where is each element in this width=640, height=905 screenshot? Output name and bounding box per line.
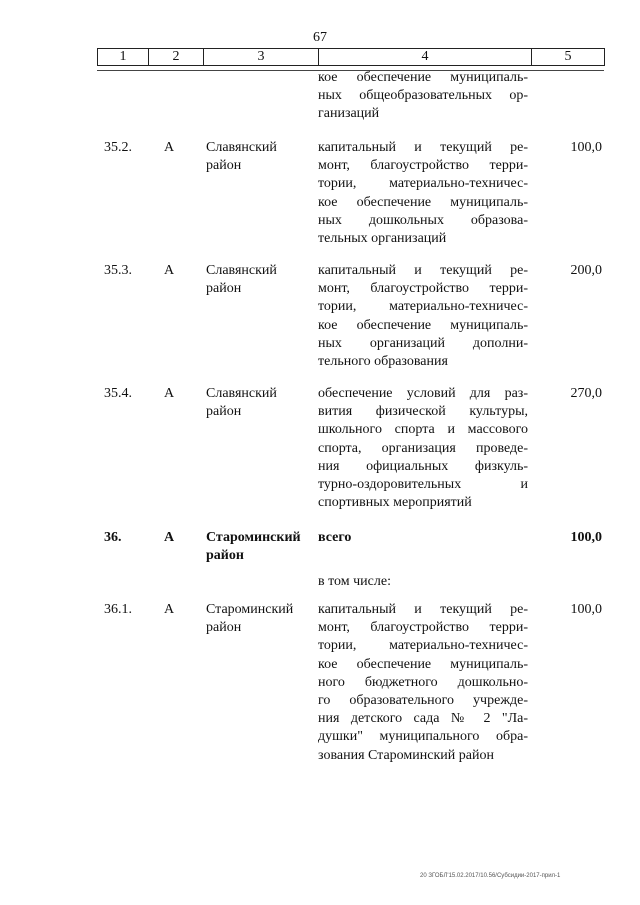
row-description — [318, 262, 528, 371]
desc-line: монт, благоустройство терри- — [318, 620, 528, 636]
desc-line: тории, материально-техничес- — [318, 176, 528, 192]
row-description — [318, 385, 528, 512]
row-type: А — [164, 602, 175, 617]
including-label: в том числе: — [318, 574, 391, 589]
desc-line: ного бюджетного дошкольно- — [318, 674, 528, 690]
row-value: 100,0 — [570, 602, 602, 617]
desc-line: зования Староминский район — [318, 747, 494, 763]
row-type: А — [164, 140, 175, 155]
desc-line: обеспечение условий для раз- — [318, 386, 528, 401]
header-col-4: 4 — [319, 49, 532, 65]
desc-line: ных общеобразовательных ор- — [318, 88, 528, 104]
header-col-2: 2 — [149, 49, 204, 65]
desc-line: кое обеспечение муниципаль- — [318, 194, 528, 210]
desc-line: тельных организаций — [318, 231, 447, 247]
footer-file-reference: 20 ЗГОБЛ'15.02.2017/10.56/Субсидии-2017-прил-1 — [420, 873, 561, 879]
desc-line: капитальный и текущий ре- — [318, 263, 528, 278]
row-value: 100,0 — [570, 140, 602, 155]
desc-line: монт, благоустройство терри- — [318, 281, 528, 297]
district-line: район — [206, 158, 242, 174]
row-number: 35.2. — [104, 140, 132, 155]
desc-line: кое обеспечение муниципаль- — [318, 656, 528, 672]
row-number: 35.3. — [104, 263, 132, 278]
district-line: Славянский — [206, 140, 277, 155]
desc-line: ганизаций — [318, 106, 380, 122]
desc-line: кое обеспечение муниципаль- — [318, 70, 528, 85]
desc-line: го образовательного учрежде- — [318, 693, 528, 709]
row-number: 36.1. — [104, 602, 132, 617]
page-number: 67 — [313, 30, 327, 45]
desc-line: турно-оздоровительных и — [318, 477, 528, 493]
row-description — [318, 601, 528, 765]
desc-line: кое обеспечение муниципаль- — [318, 317, 528, 333]
row-district — [206, 529, 310, 565]
desc-line: ния детского сада № 2 "Ла- — [318, 711, 528, 727]
row-district — [206, 601, 310, 637]
desc-line: капитальный и текущий ре- — [318, 602, 528, 617]
district-line: район — [206, 548, 244, 564]
header-col-5: 5 — [564, 49, 572, 64]
row-type: А — [164, 530, 175, 545]
row-number: 35.4. — [104, 386, 132, 401]
table-header-row — [97, 48, 605, 66]
desc-line: ных организаций дополни- — [318, 335, 528, 351]
desc-line: тельного образования — [318, 354, 448, 370]
row-type: А — [164, 263, 175, 278]
desc-line: спортивных мероприятий — [318, 495, 472, 511]
desc-line: тории, материально-техничес- — [318, 299, 528, 315]
continuation-description — [318, 69, 528, 124]
row-value: 270,0 — [570, 386, 602, 401]
district-line: район — [206, 281, 242, 297]
desc-line: всего — [318, 530, 352, 545]
row-number: 36. — [104, 530, 122, 545]
row-value: 200,0 — [570, 263, 602, 278]
desc-line: ных дошкольных образова- — [318, 212, 528, 228]
district-line: Староминский — [206, 530, 301, 545]
desc-line: монт, благоустройство терри- — [318, 158, 528, 174]
row-district — [206, 262, 310, 298]
district-line: Славянский — [206, 263, 277, 278]
district-line: район — [206, 620, 242, 636]
header-col-3: 3 — [204, 49, 319, 65]
desc-line: вития физической культуры, — [318, 404, 528, 420]
desc-line: спорта, организация проведе- — [318, 440, 528, 456]
header-col-1: 1 — [98, 49, 149, 65]
row-type: А — [164, 386, 175, 401]
district-line: Староминский — [206, 602, 294, 617]
desc-line: капитальный и текущий ре- — [318, 140, 528, 155]
district-line: Славянский — [206, 386, 277, 401]
row-description — [318, 139, 528, 248]
row-district — [206, 385, 310, 421]
row-value: 100,0 — [570, 530, 602, 545]
desc-line: школьного спорта и массового — [318, 422, 528, 438]
row-description — [318, 529, 528, 547]
desc-line: душки" муниципального обра- — [318, 729, 528, 745]
district-line: район — [206, 404, 242, 420]
desc-line: тории, материально-техничес- — [318, 638, 528, 654]
row-district — [206, 139, 310, 175]
desc-line: ния официальных физкуль- — [318, 458, 528, 474]
